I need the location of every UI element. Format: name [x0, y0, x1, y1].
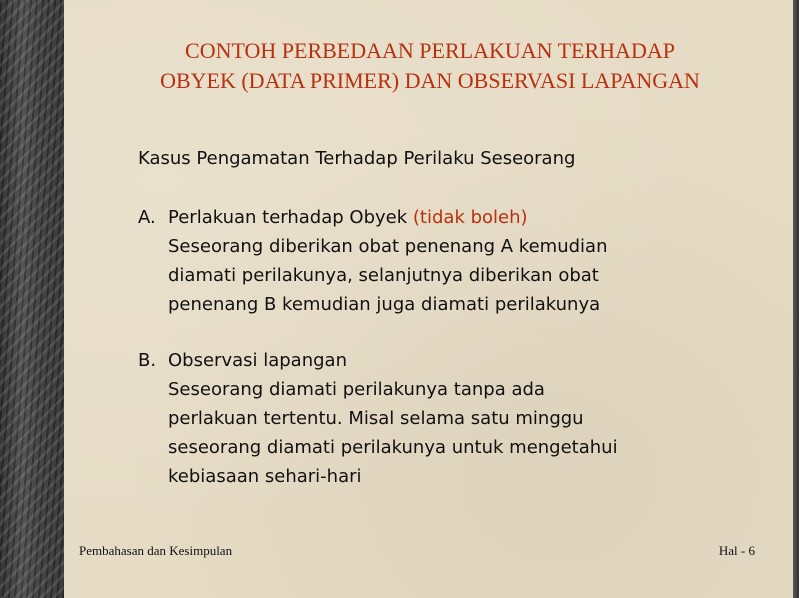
section-a-heading — [138, 203, 758, 232]
section-b — [138, 346, 758, 491]
section-b-line: perlakuan tertentu. Misal selama satu minggu — [168, 408, 584, 429]
section-a — [138, 203, 758, 319]
footer-page-number: Hal - 6 — [718, 543, 755, 558]
section-b-heading-text: Observasi lapangan — [168, 350, 347, 371]
slide-subtitle: Kasus Pengamatan Terhadap Perilaku Seseorang — [138, 148, 576, 169]
section-a-line: diamati perilakunya, selanjutnya diberikan obat — [168, 265, 599, 286]
decorative-right-edge — [793, 0, 799, 598]
section-b-body — [138, 375, 758, 491]
section-b-line: Seseorang diamati perilakunya tanpa ada — [168, 379, 545, 400]
decorative-side-stripe — [0, 0, 64, 598]
section-a-note: (tidak boleh) — [412, 207, 528, 228]
slide-title-line-2: OBYEK (DATA PRIMER) DAN OBSERVASI LAPANGAN — [160, 68, 700, 93]
section-a-line: penenang B kemudian juga diamati perilakunya — [168, 294, 601, 315]
section-b-line: seseorang diamati perilakunya untuk mengetahui — [168, 437, 618, 458]
section-a-heading-text: Perlakuan terhadap Obyek — [168, 207, 408, 228]
slide-title-line-1: CONTOH PERBEDAAN PERLAKUAN TERHADAP — [185, 38, 675, 63]
footer-section-name: Pembahasan dan Kesimpulan — [79, 543, 233, 558]
section-b-letter: B. — [138, 350, 157, 371]
section-b-line: kebiasaan sehari-hari — [168, 466, 362, 487]
section-a-line: Seseorang diberikan obat penenang A kemudian — [168, 236, 608, 257]
section-a-body — [138, 232, 758, 319]
section-b-heading — [138, 346, 758, 375]
section-a-letter: A. — [138, 207, 156, 228]
slide-title — [70, 36, 790, 96]
